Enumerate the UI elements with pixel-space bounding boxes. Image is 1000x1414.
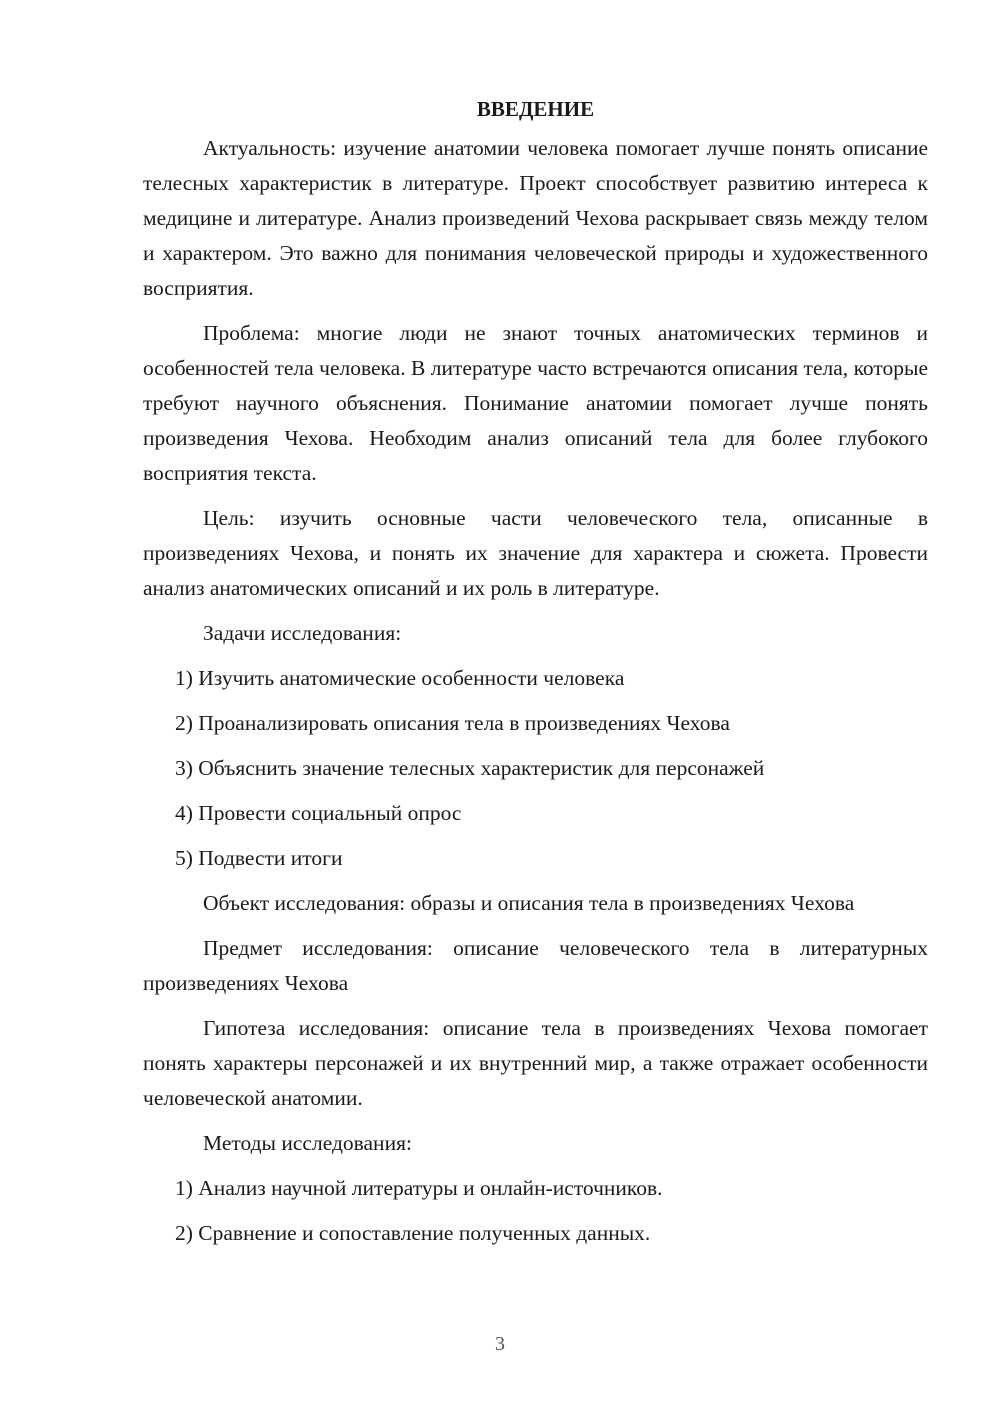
method-item: 2) Сравнение и сопоставление полученных данных. bbox=[175, 1221, 651, 1245]
actuality-paragraph: Актуальность: изучение анатомии человека помогает лучше понять описание телесных характеристик в литературе. Проект способствует развитию интереса к медицине и литературе. Анализ произведений Чехова раскрывает связь между телом и характером. Это важно для понимания человеческой природы и художественного восприятия. bbox=[143, 136, 928, 300]
task-item: 5) Подвести итоги bbox=[175, 846, 343, 870]
task-item: 4) Провести социальный опрос bbox=[175, 801, 462, 825]
methods-label: Методы исследования: bbox=[203, 1131, 412, 1155]
page-number: 3 bbox=[495, 1333, 505, 1355]
hypothesis-paragraph: Гипотеза исследования: описание тела в произведениях Чехова помогает понять характеры персонажей и их внутренний мир, а также отражает особенности человеческой анатомии. bbox=[143, 1016, 928, 1110]
task-item: 2) Проанализировать описания тела в произведениях Чехова bbox=[175, 711, 730, 735]
goal-paragraph: Цель: изучить основные части человеческого тела, описанные в произведениях Чехова, и понять их значение для характера и сюжета. Провести анализ анатомических описаний и их роль в литературе. bbox=[143, 506, 928, 600]
subject-paragraph: Предмет исследования: описание человеческого тела в литературных произведениях Чехова bbox=[143, 936, 928, 995]
document-page bbox=[143, 92, 928, 1261]
object-paragraph: Объект исследования: образы и описания тела в произведениях Чехова bbox=[203, 891, 855, 915]
section-heading: ВВЕДЕНИЕ bbox=[476, 97, 595, 121]
task-item: 1) Изучить анатомические особенности человека bbox=[175, 666, 625, 690]
tasks-label: Задачи исследования: bbox=[203, 621, 402, 645]
task-item: 3) Объяснить значение телесных характеристик для персонажей bbox=[175, 756, 765, 780]
problem-paragraph: Проблема: многие люди не знают точных анатомических терминов и особенностей тела человека. В литературе часто встречаются описания тела, которые требуют научного объяснения. Понимание анатомии помогает лучше понять произведения Чехова. Необходим анализ описаний тела для более глубокого восприятия текста. bbox=[143, 321, 928, 485]
method-item: 1) Анализ научной литературы и онлайн-источников. bbox=[175, 1176, 663, 1200]
